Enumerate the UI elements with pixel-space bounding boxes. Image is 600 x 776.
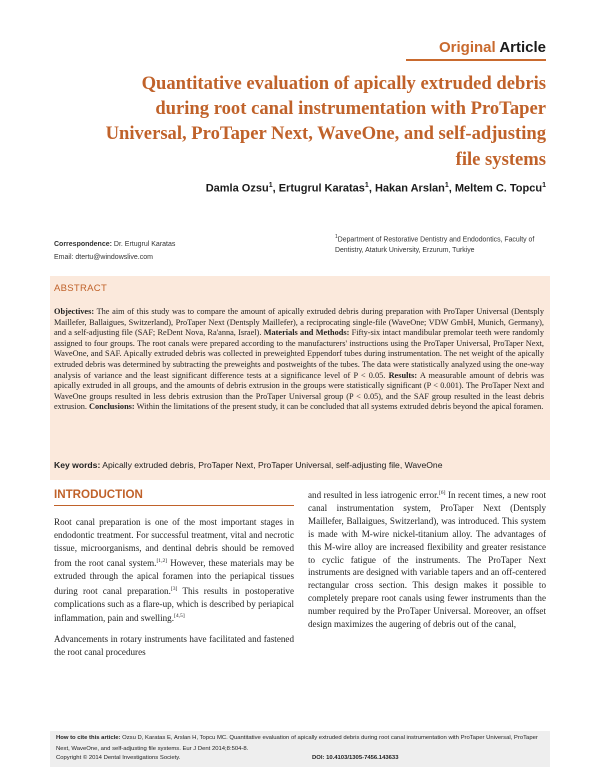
doi-link[interactable]: DOI: 10.4103/1305-7456.143633 [312,755,399,761]
conclusions-label: Conclusions: [89,402,135,412]
author-name: Meltem C. Topcu [454,182,543,195]
citation-ref[interactable]: [1,2] [156,557,168,564]
header-rule [406,59,546,61]
objectives-label: Objectives: [54,307,95,316]
how-to-cite-label: How to cite this article: [56,735,121,741]
introduction-heading: INTRODUCTION [54,488,143,501]
author-affiliation-mark: 1 [542,182,546,189]
results-label: Results: [388,370,418,380]
author-name: Ertugrul Karatas [278,182,365,195]
objectives-text: The aim of this study was to compare the amount of apically extruded debris during preparation with ProTaper Universal (Dentsply Maillefer, Ballaigues, Switzerland), ProTaper Next (Dentsply Maillefer), a reciprocating single-file (WaveOne; VDW GmbH, Munich, Germany), and a self-adjusting file (SAF; ReDent Nova, Ra'anna, Israel). [54,307,544,338]
affiliation-block [335,232,550,256]
body-column-right [308,487,546,639]
copyright-text: Copyright © 2014 Dental Investigations Society. [56,755,181,761]
correspondence-label: Correspondence: [54,241,112,248]
abstract-body [54,307,544,413]
author-name: Hakan Arslan [374,182,445,195]
introduction-rule [54,505,294,506]
affiliation-mark: 1 [335,234,338,240]
author-affiliation-mark: 1 [444,182,449,189]
methods-text: Fifty-six intact mandibular premolar teeth were randomly assigned to four groups. The root canals were prepared according to the manufacturers' instructions using the ProTaper Universal, ProTaper Next, WaveOne, and SAF. Apically extruded debris was collected in preweighted Eppendorf tubes during instrumentation. The net weight of the apically extruded debris was determined by subtracting the preweights and postweights of the tubes. The data were statistically analyzed using the one-way analysis of variance and the least significant difference tests at a significance level of P < 0.05. [54,328,545,380]
keywords-label: Key words: [54,460,101,470]
keywords-text: Apically extruded debris, ProTaper Next, ProTaper Universal, self-adjusting file, WaveOne [102,460,443,470]
paragraph [308,487,546,631]
author-affiliation-mark: 1 [268,182,273,189]
how-to-cite-text: Ozsu D, Karatas E, Arslan H, Topcu MC. Quantitative evaluation of apically extruded debris during root canal instrumentation with ProTaper Universal, ProTaper Next, WaveOne, and self-adjusting file systems. Eur J Dent 2014;8:504-8. [56,735,538,752]
conclusions-text: Within the limitations of the present study, it can be concluded that all systems extruded debris beyond the apical foramen. [136,402,544,412]
body-column-left [54,516,294,667]
article-title: Quantitative evaluation of apically extruded debris during root canal instrumentation with ProTaper Universal, ProTaper Next, WaveOne, and self-adjusting file systems [105,73,546,170]
paragraph-text: Root canal preparation is one of the most important stages in endodontic treatment. For successful treatment, vital and necrotic tissue, microorganisms, and dentinal debris should be removed from the root canal system. [54,517,294,568]
citation-footer-row [56,755,546,761]
paragraph-text: and resulted in less iatrogenic error. [308,490,439,501]
author-name: Damla Ozsu [205,182,269,195]
results-text: A measurable amount of debris was apically extruded in all groups, and the amounts of debris extrusion in the groups were statistically significant (P < 0.001). The ProTaper Next and WaveOne groups resulted in less debris extrusion than the ProTaper Universal group (P < 0.05), and the SAF group resulted in the least debris extrusion. [54,370,544,412]
email-label: Email: [54,254,74,261]
paragraph-text: This results in postoperative complications such as a flare-up, which is described by periapical inflammation, pain and swelling. [54,585,295,624]
author-list: Damla Ozsu$^1$, Ertugrul Karatas$^1$, Hakan Arslan$^1$, Meltem C. Topcu$^1$ [205,182,546,195]
affiliation-text: Department of Restorative Dentistry and Endodontics, Faculty of Dentistry, Ataturk University, Erzurum, Turkiye [335,236,535,254]
correspondence-name: Dr. Ertugrul Karatas [113,241,176,248]
citation-ref[interactable]: [6] [438,490,446,496]
abstract-heading: ABSTRACT [54,283,108,294]
how-to-cite [56,733,546,754]
email-link[interactable]: dtertu@windowslive.com [75,254,153,261]
paragraph-text: However, these materials may be extruded through the apical foramen into the periapical tissues during root canal preparation. [54,557,295,596]
paragraph [54,516,294,625]
paragraph-text: In recent times, a new root canal instrumentation system, ProTaper Next (Dentsply Maillefer, Ballaigues, Switzerland), was introduced. This system is made with M-wire nickel-titanium alloy. The advantages of this M-wire alloy are increased flexibility and greater resistance to cyclic fatigue of the instruments. The ProTaper Next instruments are designed with variable tapers and an off-centered rectangular cross section. This design makes it possible to completely prepare root canals using fewer instruments than the number required by the ProTaper Universal. Moreover, an offset design maximizes the augering of debris out of the canal, [308,490,547,630]
citation-ref[interactable]: [3] [170,585,178,592]
paragraph [54,633,294,659]
keywords-line [54,460,546,470]
article-type-word-original: Original [439,39,496,56]
citation-ref[interactable]: [4,5] [173,613,185,620]
paragraph-text: Advancements in rotary instruments have facilitated and fastened the root canal procedures [54,634,294,658]
article-type-word-article: Article [499,39,546,56]
article-type-label [439,39,546,56]
methods-label: Materials and Methods: [263,328,350,338]
correspondence-block [54,238,334,264]
author-affiliation-mark: 1 [364,182,369,189]
